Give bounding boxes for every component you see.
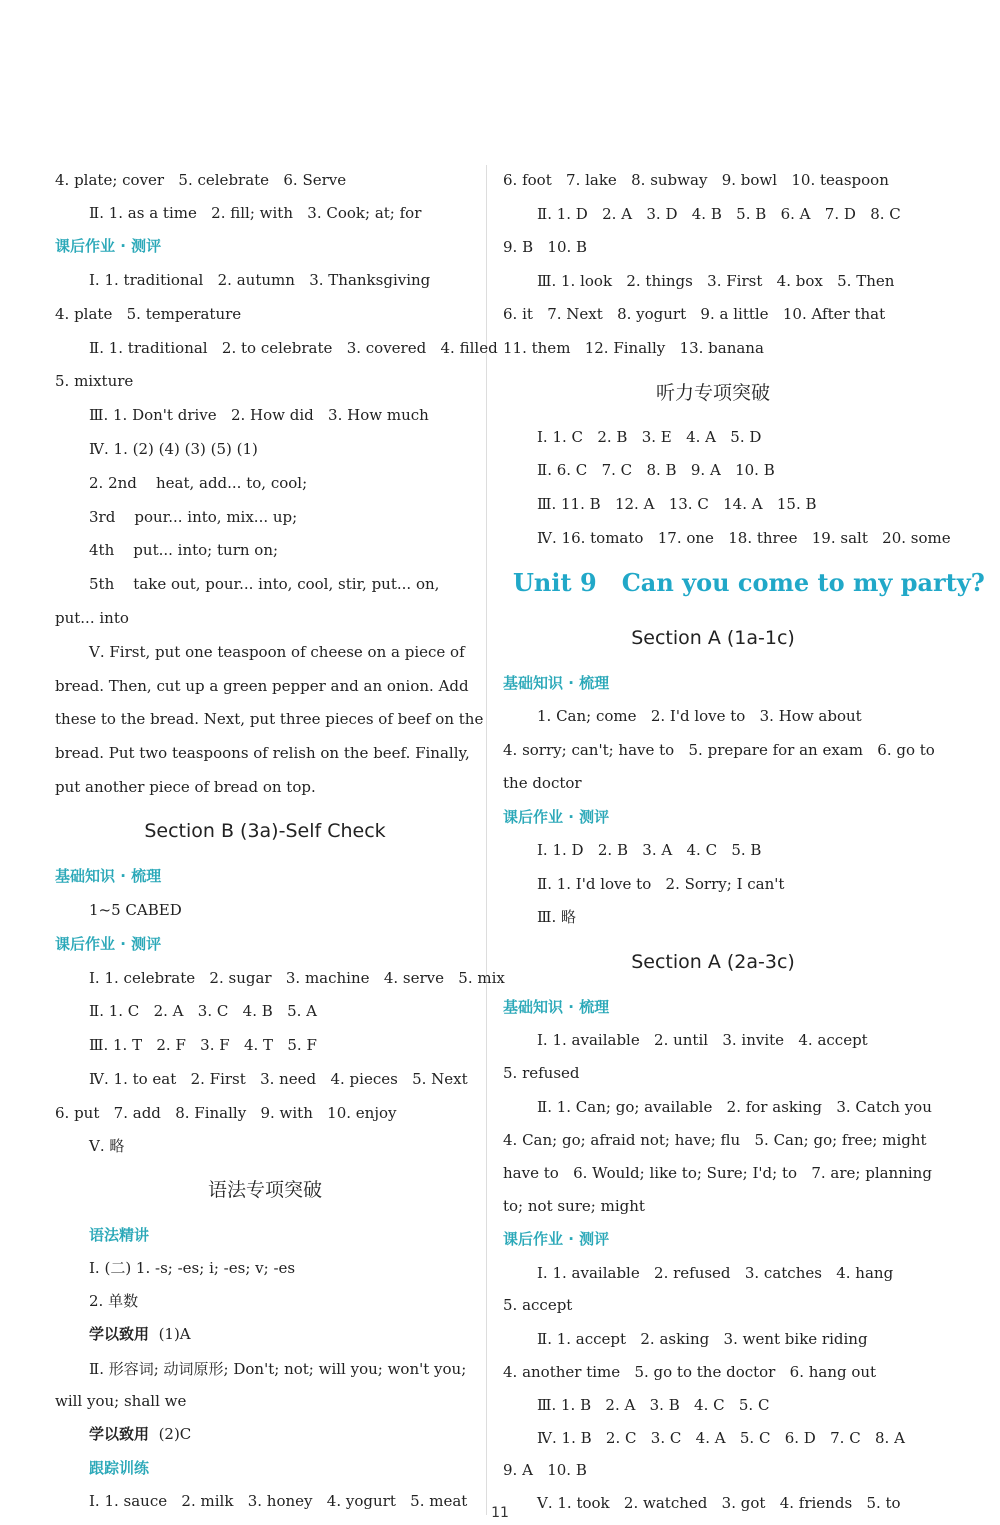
section-heading: Section B (3a)-Self Check — [144, 820, 386, 842]
section-tag: 课后作业 · 测评 — [55, 935, 162, 953]
answer-line: Ⅱ. 1. accept 2. asking 3. went bike riding — [537, 1330, 868, 1348]
answer-line: 5. accept — [503, 1296, 573, 1314]
answer-line: 4th put... into; turn on; — [89, 541, 279, 559]
answer-line: will you; shall we — [55, 1392, 187, 1410]
answer-line: Ⅱ. 1. I'd love to 2. Sorry; I can't — [537, 875, 785, 893]
answer-line: Ⅴ. 1. took 2. watched 3. got 4. friends 5. to — [537, 1494, 901, 1512]
answer-line: 11. them 12. Finally 13. banana — [503, 339, 764, 357]
answer-line: Ⅳ. 1. (2) (4) (3) (5) (1) — [89, 440, 258, 458]
answer-line: Ⅰ. 1. sauce 2. milk 3. honey 4. yogurt 5. meat — [89, 1492, 468, 1510]
answer-line: these to the bread. Next, put three pieces of beef on the — [55, 710, 484, 728]
answer-line: 2. 2nd heat, add... to, cool; — [89, 474, 308, 492]
answer-line: 4. another time 5. go to the doctor 6. hang out — [503, 1363, 877, 1381]
practice-label: 学以致用 — [89, 1325, 150, 1343]
answer-line: Ⅰ. 1. celebrate 2. sugar 3. machine 4. serve 5. mix — [89, 969, 505, 987]
answer-line: 5th take out, pour... into, cool, stir, put... on, — [89, 575, 440, 593]
answer-line: to; not sure; might — [503, 1197, 645, 1215]
answer-line: Ⅲ. 1. T 2. F 3. F 4. T 5. F — [89, 1036, 317, 1054]
answer-line: 4. Can; go; afraid not; have; flu 5. Can; go; free; might — [503, 1131, 927, 1149]
answer-line: 4. plate 5. temperature — [55, 305, 242, 323]
section-tag: 基础知识 · 梳理 — [503, 674, 610, 692]
column-divider — [486, 165, 487, 1515]
answer-line: 4. plate; cover 5. celebrate 6. Serve — [55, 171, 347, 189]
page-number: 11 — [491, 1505, 509, 1521]
practice-answer: (2)C — [158, 1425, 192, 1443]
answer-line: Ⅲ. 1. look 2. things 3. First 4. box 5. Then — [537, 272, 895, 290]
answer-line: Ⅴ. First, put one teaspoon of cheese on a piece of — [89, 643, 465, 661]
section-tag: 基础知识 · 梳理 — [503, 998, 610, 1016]
answer-line: Ⅲ. 略 — [537, 908, 577, 926]
section-tag: 语法精讲 — [89, 1226, 150, 1244]
answer-line: 1. Can; come 2. I'd love to 3. How about — [537, 707, 862, 725]
section-tag: 课后作业 · 测评 — [55, 237, 162, 255]
answer-line: Ⅳ. 1. B 2. C 3. C 4. A 5. C 6. D 7. C 8. A — [537, 1429, 905, 1447]
answer-line: 5. mixture — [55, 372, 134, 390]
answer-line: bread. Then, cut up a green pepper and an onion. Add — [55, 677, 469, 695]
answer-line: Ⅲ. 1. B 2. A 3. B 4. C 5. C — [537, 1396, 770, 1414]
answer-line: 1~5 CABED — [89, 901, 182, 919]
answer-line: Ⅱ. 1. D 2. A 3. D 4. B 5. B 6. A 7. D 8. C — [537, 205, 901, 223]
section-heading: 听力专项突破 — [655, 382, 770, 404]
answer-line: bread. Put two teaspoons of relish on the beef. Finally, — [55, 744, 470, 762]
answer-line: 5. refused — [503, 1064, 580, 1082]
answer-line: Ⅳ. 1. to eat 2. First 3. need 4. pieces 5. Next — [89, 1070, 468, 1088]
answer-line — [55, 1424, 509, 1444]
answer-line: put another piece of bread on top. — [55, 778, 316, 796]
answer-line: 6. foot 7. lake 8. subway 9. bowl 10. teaspoon — [503, 171, 889, 189]
practice-label: 学以致用 — [89, 1425, 150, 1443]
answer-line: Ⅰ. 1. traditional 2. autumn 3. Thanksgiving — [89, 271, 431, 289]
answer-line: Ⅱ. 形容词; 动词原形; Don't; not; will you; won't you; — [89, 1360, 467, 1378]
answer-line — [55, 1324, 509, 1344]
section-tag: 基础知识 · 梳理 — [55, 867, 162, 885]
answer-line: Ⅰ. 1. C 2. B 3. E 4. A 5. D — [537, 428, 762, 446]
answer-line: have to 6. Would; like to; Sure; I'd; to 7. are; planning — [503, 1164, 932, 1182]
answer-line: Ⅰ. (二) 1. -s; -es; i; -es; v; -es — [89, 1259, 296, 1277]
answer-line: Ⅱ. 6. C 7. C 8. B 9. A 10. B — [537, 461, 775, 479]
section-heading: Section A (2a-3c) — [631, 951, 795, 973]
answer-line: the doctor — [503, 774, 582, 792]
section-heading: Section A (1a-1c) — [631, 627, 795, 649]
section-tag: 课后作业 · 测评 — [503, 808, 610, 826]
answer-line: 6. it 7. Next 8. yogurt 9. a little 10. After that — [503, 305, 886, 323]
section-tag: 跟踪训练 — [89, 1459, 150, 1477]
answer-line: 9. B 10. B — [503, 238, 588, 256]
answer-line: 9. A 10. B — [503, 1461, 587, 1479]
answer-line: Ⅰ. 1. D 2. B 3. A 4. C 5. B — [537, 841, 762, 859]
section-tag: 课后作业 · 测评 — [503, 1230, 610, 1248]
answer-line: 4. sorry; can't; have to 5. prepare for an exam 6. go to — [503, 741, 935, 759]
unit-title: Unit 9 Can you come to my party? — [513, 568, 985, 597]
answer-line: Ⅲ. 11. B 12. A 13. C 14. A 15. B — [537, 495, 817, 513]
answer-line: put... into — [55, 609, 129, 627]
section-heading: 语法专项突破 — [207, 1179, 322, 1201]
answer-line: Ⅱ. 1. C 2. A 3. C 4. B 5. A — [89, 1002, 317, 1020]
answer-line: 3rd pour... into, mix... up; — [89, 508, 298, 526]
answer-line: Ⅱ. 1. as a time 2. fill; with 3. Cook; at; for — [89, 204, 422, 222]
answer-line: Ⅱ. 1. Can; go; available 2. for asking 3. Catch you — [537, 1098, 932, 1116]
answer-line: Ⅳ. 16. tomato 17. one 18. three 19. salt 20. some — [537, 529, 951, 547]
answer-line: Ⅲ. 1. Don't drive 2. How did 3. How much — [89, 406, 429, 424]
answer-line: 6. put 7. add 8. Finally 9. with 10. enjoy — [55, 1104, 397, 1122]
answer-line: Ⅱ. 1. traditional 2. to celebrate 3. covered 4. filled — [89, 339, 498, 357]
practice-answer: (1)A — [158, 1325, 191, 1343]
answer-line: Ⅰ. 1. available 2. refused 3. catches 4. hang — [537, 1264, 894, 1282]
answer-line: Ⅰ. 1. available 2. until 3. invite 4. accept — [537, 1031, 868, 1049]
answer-line: Ⅴ. 略 — [89, 1137, 125, 1155]
answer-line: 2. 单数 — [89, 1292, 139, 1310]
